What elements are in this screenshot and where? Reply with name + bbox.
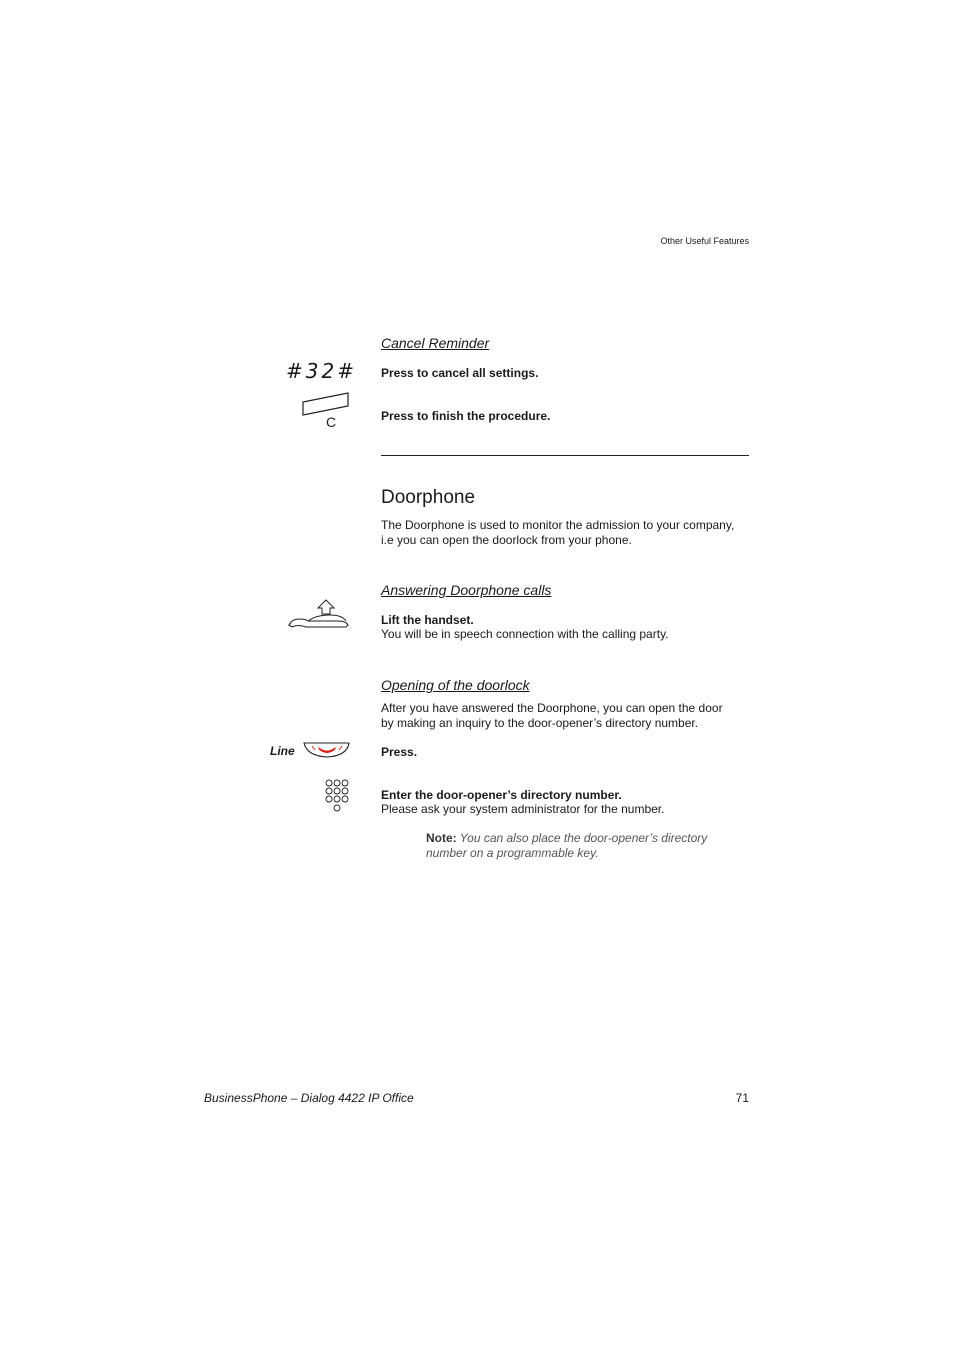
doorphone-heading: Doorphone <box>381 487 476 508</box>
line-key-icon <box>302 740 352 760</box>
section-divider <box>381 455 749 456</box>
doorphone-intro-line-2: i.e you can open the doorlock from your phone. <box>381 533 632 547</box>
opening-intro-line-1: After you have answered the Doorphone, you can open the door <box>381 701 723 715</box>
cancel-step-2: Press to finish the procedure. <box>381 409 551 423</box>
key-c-label: C <box>326 414 337 430</box>
note-line-2: number on a programmable key. <box>426 846 599 860</box>
opening-intro <box>381 701 761 731</box>
note-line-1: You can also place the door-opener’s directory <box>459 831 708 845</box>
doorphone-intro <box>381 518 761 548</box>
note-label: Note: <box>426 831 457 845</box>
answering-heading: Answering Doorphone calls <box>381 582 552 598</box>
opening-step-2-detail: Please ask your system administrator for the number. <box>381 802 665 816</box>
running-header: Other Useful Features <box>660 236 749 246</box>
cancel-reminder-heading: Cancel Reminder <box>381 335 490 351</box>
note <box>426 831 756 861</box>
keypad-icon <box>324 778 352 814</box>
opening-step-1: Press. <box>381 745 418 759</box>
line-key-label: Line <box>270 744 295 758</box>
code-32: #32# <box>286 359 357 383</box>
clear-key-icon <box>300 390 352 430</box>
doorphone-intro-line-1: The Doorphone is used to monitor the admission to your company, <box>381 518 735 532</box>
opening-intro-line-2: by making an inquiry to the door-opener’s directory number. <box>381 716 699 730</box>
answering-detail: You will be in speech connection with the calling party. <box>381 627 669 641</box>
page-number: 71 <box>735 1091 749 1105</box>
answering-step: Lift the handset. <box>381 613 474 627</box>
opening-step-2: Enter the door-opener’s directory number. <box>381 788 622 802</box>
cancel-step-1: Press to cancel all settings. <box>381 366 539 380</box>
opening-heading: Opening of the doorlock <box>381 677 530 693</box>
footer-title: BusinessPhone – Dialog 4422 IP Office <box>204 1091 414 1105</box>
handset-lift-icon <box>286 597 352 631</box>
